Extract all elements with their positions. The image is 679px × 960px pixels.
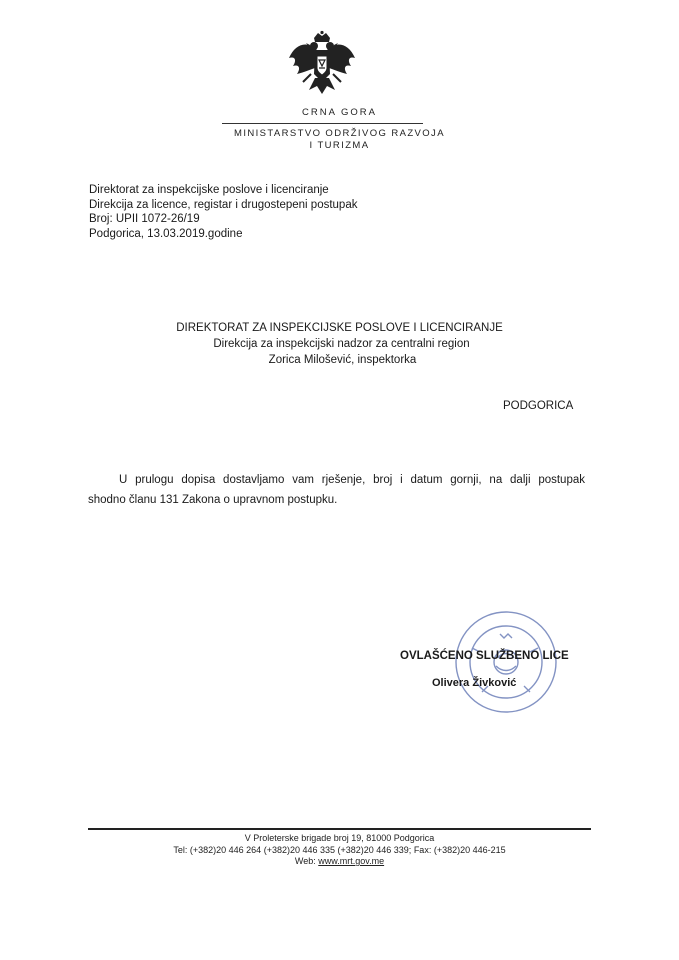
footer (0, 833, 679, 868)
ministry-name (0, 128, 679, 152)
header-divider (222, 123, 423, 124)
footer-divider (88, 828, 591, 830)
sender-directorate: Direktorat za inspekcijske poslove i licenciranje (89, 184, 329, 196)
ministry-name-line2: I TURIZMA (309, 140, 370, 151)
recipient-unit: Direkcija za inspekcijski nadzor za centralni region (213, 338, 470, 350)
body-line-1: U prulogu dopisa dostavljamo vam rješenje, broj i datum gornji, na dalji postupak (119, 474, 585, 486)
official-name: Olivera Živković (432, 677, 517, 689)
body-line-2: shodno članu 131 Zakona o upravnom postupku. (88, 494, 338, 506)
footer-web (0, 856, 679, 868)
official-stamp-icon (452, 608, 560, 716)
footer-contacts: Tel: (+382)20 446 264 (+382)20 446 335 (+382)20 446 339; Fax: (+382)20 446-215 (173, 844, 506, 855)
recipient-block (0, 320, 679, 368)
document-date: Podgorica, 13.03.2019.godine (89, 227, 243, 240)
footer-web-label: Web: (294, 856, 319, 866)
sender-directorate-unit: Direkcija za licence, registar i drugostepeni postupak (89, 198, 358, 211)
recipient-person: Zorica Milošević, inspektorka (268, 354, 417, 366)
ministry-name-line1: MINISTARSTVO ODRŽIVOG RAZVOJA (234, 128, 445, 139)
recipient-directorate: DIREKTORAT ZA INSPEKCIJSKE POSLOVE I LICENCIRANJE (176, 322, 503, 334)
letter-body (88, 470, 585, 510)
reference-number: Broj: UPII 1072-26/19 (89, 213, 200, 225)
footer-address: V Proleterske brigade broj 19, 81000 Podgorica (244, 833, 435, 843)
official-title: OVLAŠĆENO SLUŽBENO LICE (400, 650, 569, 662)
footer-web-link[interactable]: www.mrt.gov.me (318, 856, 385, 866)
country-name: CRNA GORA (301, 107, 377, 118)
sender-block (89, 183, 357, 241)
recipient-city: PODGORICA (503, 400, 574, 412)
coat-of-arms-icon (287, 30, 357, 98)
